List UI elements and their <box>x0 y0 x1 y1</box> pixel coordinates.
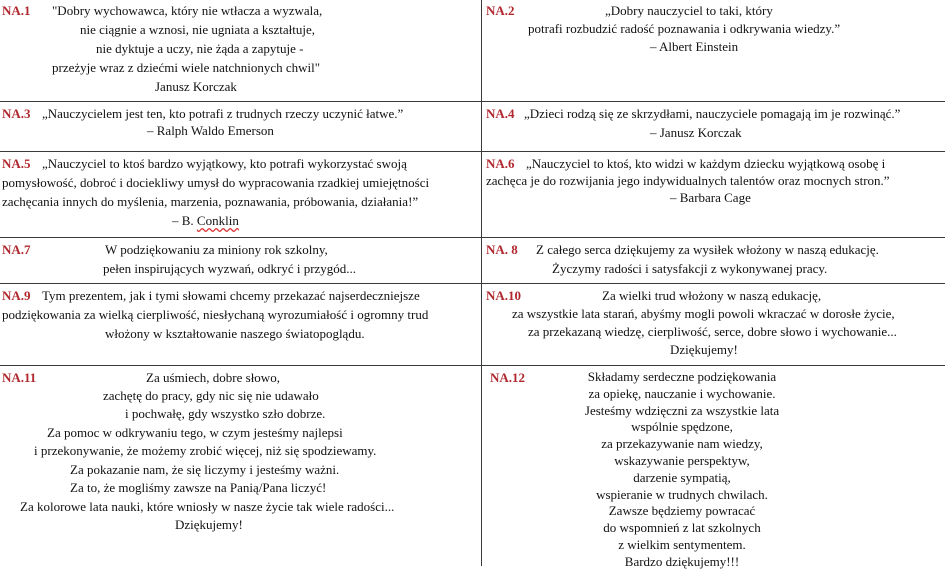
quote-line: W podziękowaniu za miniony rok szkolny, <box>105 242 328 257</box>
quote-line: Za to, że mogliśmy zawsze na Panią/Pana liczyć! <box>70 480 327 495</box>
quote-line: Tym prezentem, jak i tymi słowami chcemy przekazać najserdeczniejsze <box>42 288 420 303</box>
quote-line: potrafi rozbudzić radość poznawania i odkrywania wiedzy.” <box>528 21 841 36</box>
cell-label: NA.12 <box>490 370 526 385</box>
quote-author: – Ralph Waldo Emerson <box>147 123 274 138</box>
quote-author: – Albert Einstein <box>650 39 739 54</box>
quote-line: Jesteśmy wdzięczni za wszystkie lata <box>584 402 780 418</box>
quote-line: włożony w kształtowanie naszego światopoglądu. <box>105 326 365 341</box>
quote-line: z wielkim sentymentem. <box>618 536 746 552</box>
quote-line: wspólnie spędzone, <box>631 419 733 435</box>
cell-label: NA.7 <box>2 242 31 257</box>
quote-line: podziękowania za wielką cierpliwość, niesłychaną wyrozumiałość i ogromny trud <box>2 307 429 322</box>
quote-cell-na6 <box>482 152 945 237</box>
cell-label: NA.1 <box>2 3 31 18</box>
quote-line: pełen inspirujących wyzwań, odkryć i przygód... <box>103 261 357 276</box>
quote-line: Życzymy radości i satysfakcji z wykonywanej pracy. <box>552 261 828 276</box>
cell-label: NA.2 <box>486 3 515 18</box>
quote-line: "Dobry wychowawca, który nie wtłacza a wyzwala, <box>52 3 323 18</box>
quote-line: Z całego serca dziękujemy za wysiłek włożony w naszą edukację. <box>536 242 879 257</box>
quote-line: Za kolorowe lata nauki, które wniosły w nasze życie tak wiele radości... <box>20 499 395 514</box>
quote-line: Za wielki trud włożony w naszą edukację, <box>602 288 822 303</box>
quote-author: – Barbara Cage <box>670 190 751 205</box>
cell-label: NA.4 <box>486 106 515 121</box>
quote-line: Składamy serdeczne podziękowania <box>587 369 777 384</box>
quote-line: „Nauczyciel to ktoś, kto widzi w każdym dziecku wyjątkową osobę i <box>526 156 886 171</box>
quote-cell-na8 <box>482 238 945 283</box>
quote-line: Za uśmiech, dobre słowo, <box>146 370 280 385</box>
cell-label: NA.3 <box>2 106 31 121</box>
quote-line: „Dobry nauczyciel to taki, który <box>605 3 773 18</box>
quote-line: za przekazaną wiedzę, cierpliwość, serce, dobre słowo i wychowanie... <box>528 324 897 339</box>
cell-label: NA. 8 <box>486 242 518 257</box>
quote-cell-na3 <box>0 102 481 151</box>
quote-line: Dziękujemy! <box>670 342 738 357</box>
quote-line: za opiekę, nauczanie i wychowanie. <box>588 385 776 401</box>
cell-label: NA.6 <box>486 156 515 171</box>
quote-line: zachętę do pracy, gdy nic się nie udawało <box>103 388 319 403</box>
quote-line: pomysłowość, dobroć i dociekliwy umysł do wypracowania rzadkiej umiejętności <box>2 175 430 190</box>
quote-cell-na5 <box>0 152 481 237</box>
quote-author: Janusz Korczak <box>155 79 237 94</box>
quote-line: zachęcania innych do myślenia, marzenia, poznawania, próbowania, działania!” <box>2 194 419 209</box>
quote-cell-na2 <box>482 0 945 101</box>
quote-line: i pochwałę, gdy wszystko szło dobrze. <box>125 406 326 421</box>
quote-line: wspieranie w trudnych chwilach. <box>596 486 768 502</box>
author-prefix: – B. <box>172 213 197 228</box>
quote-line: i przekonywanie, że możemy zrobić więcej, niż się spodziewamy. <box>34 443 377 458</box>
quote-cell-na1 <box>0 0 481 101</box>
author-surname: Conklin <box>196 213 239 228</box>
quote-line: Zawsze będziemy powracać <box>608 503 756 519</box>
cell-label: NA.9 <box>2 288 31 303</box>
quote-cell-na10 <box>482 284 945 365</box>
quote-line: Za pomoc w odkrywaniu tego, w czym jesteśmy najlepsi <box>47 425 343 440</box>
quote-line: do wspomnień z lat szkolnych <box>603 520 761 536</box>
quote-block <box>517 369 847 571</box>
cell-label: NA.11 <box>2 370 37 385</box>
quote-line: za wszystkie lata starań, abyśmy mogli powoli wkraczać w dorosłe życie, <box>512 306 895 321</box>
quote-line: nie ciągnie a wznosi, nie ugniata a kształtuje, <box>80 22 315 37</box>
quote-line: nie dyktuje a uczy, nie żąda a zapytuje - <box>96 41 304 56</box>
quote-author <box>172 212 239 230</box>
quote-cell-na7 <box>0 238 481 283</box>
quote-line: darzenie sympatią, <box>633 469 731 485</box>
quote-line: Dziękujemy! <box>175 517 243 532</box>
quote-cell-na11 <box>0 366 481 566</box>
quote-cell-na12 <box>482 366 945 569</box>
quote-line: „Nauczyciel to ktoś bardzo wyjątkowy, kto potrafi wykorzystać swoją <box>42 156 407 171</box>
quote-line: zachęca je do rozwijania jego indywidualnych talentów oraz mocnych stron.” <box>486 173 890 188</box>
quote-line: „Dzieci rodzą się ze skrzydłami, nauczyciele pomagają im je rozwinąć.” <box>524 106 901 121</box>
quote-line: wskazywanie perspektyw, <box>614 452 750 468</box>
quote-line: „Nauczycielem jest ten, kto potrafi z trudnych rzeczy uczynić łatwe.” <box>42 106 404 121</box>
quote-cell-na9 <box>0 284 481 365</box>
quote-line: za przekazywanie nam wiedzy, <box>601 436 763 452</box>
quote-line: przeżyje wraz z dziećmi wiele natchnionych chwil" <box>52 60 321 75</box>
quote-line: Za pokazanie nam, że się liczymy i jesteśmy ważni. <box>70 462 340 477</box>
quote-cell-na4 <box>482 102 945 151</box>
cell-label: NA.5 <box>2 156 31 171</box>
cell-label: NA.10 <box>486 288 522 303</box>
quote-line: Bardzo dziękujemy!!! <box>624 553 740 569</box>
quote-author: – Janusz Korczak <box>650 125 742 140</box>
